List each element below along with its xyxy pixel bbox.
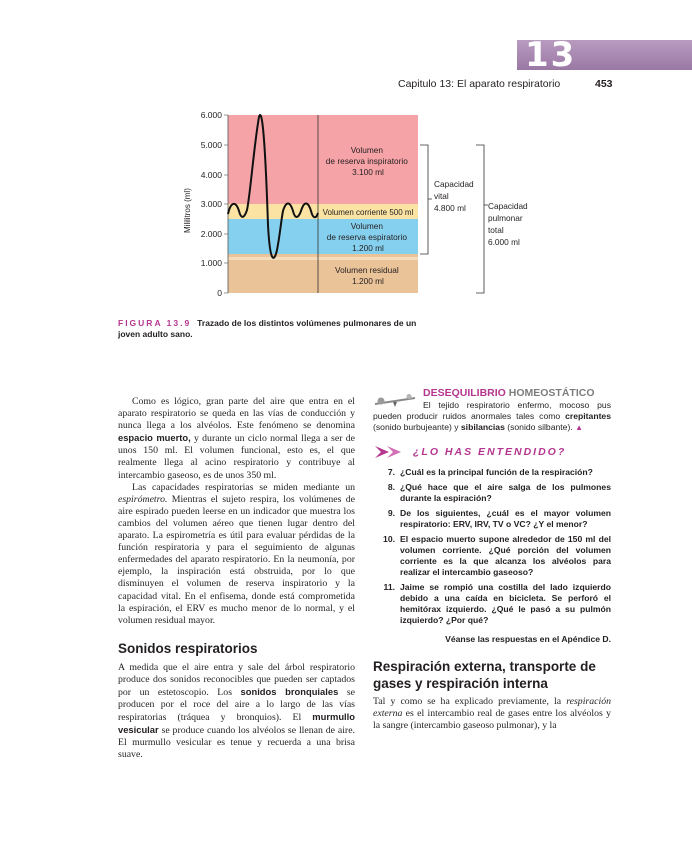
homeostatic-box: [373, 386, 611, 433]
question-text: De los siguientes, ¿cuál es el mayor volumen respiratorio: ERV, IRV, TV o VC? ¿Y el menor?: [400, 508, 611, 529]
text-run: se producen por el roce del aire a lo largo de las vías respiratorias (tráquea y bronquios). El: [118, 686, 355, 724]
total-capacity-label: 6.000 ml: [488, 237, 520, 247]
question-number: 8.: [387, 482, 395, 492]
erv-label: 1.200 ml: [352, 243, 384, 253]
vital-capacity-label: 4.800 ml: [434, 203, 466, 213]
seesaw-icon: [373, 394, 417, 408]
paragraph: [118, 662, 355, 762]
total-capacity-label: total: [488, 225, 504, 235]
question-number: 7.: [387, 467, 395, 477]
right-column: [373, 386, 611, 732]
term: crepitantes: [565, 411, 611, 421]
quiz-question: [373, 534, 611, 578]
y-tick: 2.000: [200, 229, 222, 239]
text-run: es el intercambio real de gases entre los alvéolos y la sangre (intercambio gaseoso pulmonar), y la: [373, 708, 611, 732]
quiz-question: [373, 467, 611, 478]
quiz-header: [373, 443, 611, 463]
text-run: El tejido respiratorio enfermo, mocoso pus pueden producir ruidos anormales tales como: [373, 400, 611, 421]
erv-label: Volumen: [350, 221, 383, 231]
y-axis-label: Mililitros (ml): [183, 188, 192, 233]
erv-label: de reserva espiratorio: [326, 232, 407, 242]
page-number: 453: [595, 78, 613, 90]
section-heading: Respiración externa, transporte de gases y respiración interna: [373, 659, 596, 691]
question-number: 10.: [383, 534, 395, 544]
total-capacity-label: Capacidad: [488, 201, 528, 211]
text-run: Tal y como se ha explicado previamente, la: [373, 696, 567, 707]
y-tick: 3.000: [200, 199, 222, 209]
chevron-right-icon: [373, 445, 407, 459]
text-run: y durante un ciclo normal llega a ser de unos 150 ml. El volumen funcional, esto es, el que realmente llega al acino respiratorio y contribuye al intercambio gaseoso, es de unos 350 ml.: [118, 433, 355, 481]
vital-capacity-label: vital: [434, 191, 449, 201]
question-text: El espacio muerto supone alrededor de 150 ml del volumen corriente. ¿Qué porción del volumen corriente es la que alcanza los alvéolos para realizar el intercambio gaseoso?: [400, 534, 611, 577]
end-triangle-icon: ▲: [575, 423, 584, 432]
title-part: HOMEOSTÁTICO: [505, 387, 595, 399]
lung-volumes-figure: [180, 105, 540, 305]
figure-caption-label: FIGURA 13.9: [118, 318, 192, 328]
total-capacity-bracket: [476, 145, 488, 293]
text-run: (sonido burbujeante) y: [373, 422, 461, 432]
figure-caption: [118, 318, 428, 340]
question-text: ¿Cuál es la principal función de la respiración?: [400, 467, 593, 477]
term: espacio muerto,: [118, 432, 191, 444]
rv-label: 1.200 ml: [352, 276, 384, 286]
question-text: Jaime se rompió una costilla del lado izquierdo debido a una caída en bicicleta. Se perforó el hemitórax izquierdo. ¿Qué le pasó a su pulmón izquierdo? ¿Por qué?: [400, 582, 611, 625]
svg-text:Capacidad vital 4.: [434, 179, 476, 213]
y-tick: 6.000: [200, 110, 222, 120]
chapter-number: 13: [525, 35, 577, 75]
emphasis: respiración externa: [373, 696, 611, 720]
figure-caption-text: Trazado de los distintos volúmenes pulmonares de un joven adulto sano.: [118, 318, 417, 339]
y-tick: 1.000: [200, 258, 222, 268]
text-run: Mientras el sujeto respira, los volúmenes de aire espirado pueden leerse en un indicador que muestra los cambios del volumen aéreo que tienen lugar dentro del aparato. La espirometría es útil para evaluar pérdidas de la función respiratoria y para el seguimiento de algunas enfermedades del aparato respiratorio. En la neumonía, por ejemplo, la inspiración está obstruida, por lo que disminuyen el volumen de reserva inspiratorio y la capacidad vital. En el enfisema, donde está comprometida la espiración, el ERV es mucho menor de lo normal, y el volumen residual mayor.: [118, 493, 355, 626]
vital-capacity-label: Capacidad: [434, 179, 474, 189]
text-run: A medida que el aire entra y sale del árbol respiratorio produce dos sonidos reconocibles que pueden ser captados por un estetoscopio. Los: [118, 661, 355, 698]
text-run: Como es lógico, gran parte del aire que entra en el aparato respiratorio se queda en las vías de conducción y nunca llega a los alvéolos. Este fenómeno se denomina: [118, 396, 355, 432]
question-number: 9.: [387, 508, 395, 518]
term: sibilancias: [460, 422, 505, 432]
tv-label: Volumen corriente 500 ml: [322, 208, 414, 217]
irv-label: Volumen: [350, 145, 383, 155]
title-part: DESEQUILIBRIO: [423, 387, 506, 399]
section-heading: Sonidos respiratorios: [118, 640, 258, 656]
text-run: Las capacidades respiratorias se miden mediante un: [132, 481, 355, 493]
question-number: 11.: [383, 582, 395, 592]
rv-label: Volumen residual: [335, 265, 399, 275]
svg-text:Capacidad pulmonar: [488, 201, 530, 247]
answers-note: Véanse las respuestas en el Apéndice D.: [445, 634, 611, 644]
text-run: se produce cuando los alvéolos se llenan de aire. El murmullo vesicular es tenue y recuerda a una brisa suave.: [118, 725, 355, 761]
question-text: ¿Qué hace que el aire salga de los pulmones durante la espiración?: [400, 482, 611, 503]
term: sonidos bronquiales: [240, 685, 339, 697]
y-tick: 0: [217, 288, 222, 298]
total-capacity-label: pulmonar: [488, 213, 523, 223]
paragraph: [118, 396, 355, 482]
quiz-question: [373, 508, 611, 530]
emphasis: espirómetro.: [118, 493, 168, 505]
running-head: Capitulo 13: El aparato respiratorio: [398, 78, 561, 90]
text-run: (sonido silbante).: [504, 422, 573, 432]
paragraph: [373, 696, 611, 732]
irv-label: de reserva inspiratorio: [325, 156, 408, 166]
quiz-question: [373, 482, 611, 504]
y-tick: 4.000: [200, 170, 222, 180]
left-column: [118, 396, 355, 762]
paragraph: [118, 482, 355, 627]
quiz-question: [373, 582, 611, 626]
vital-capacity-bracket: [420, 145, 432, 254]
term: murmullo vesicular: [118, 711, 355, 736]
irv-label: 3.100 ml: [352, 167, 384, 177]
y-tick: 5.000: [200, 140, 222, 150]
quiz-title: ¿LO HAS ENTENDIDO?: [413, 446, 567, 458]
